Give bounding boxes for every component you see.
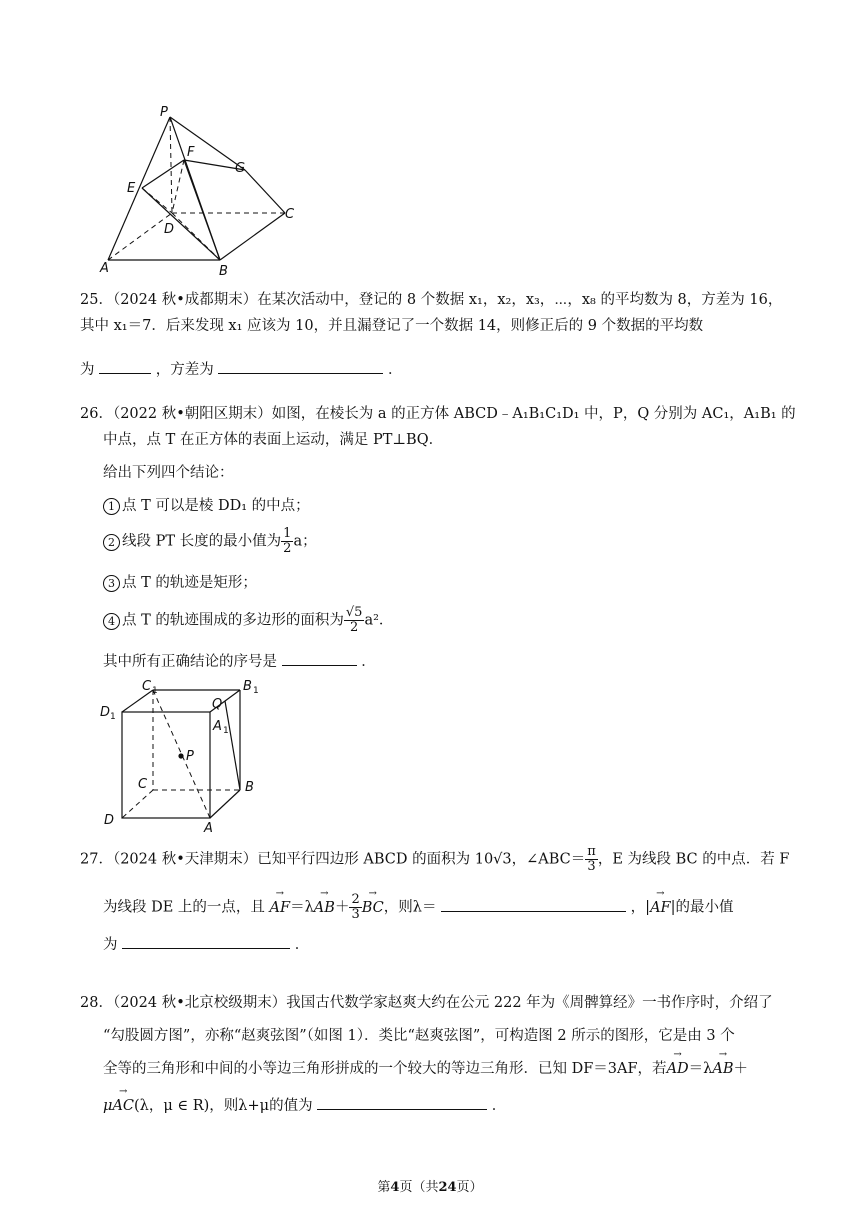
q28-line3: 全等的三角形和中间的小等边三角形拼成的一个较大的等边三角形．已知 DF＝3AF，若→ AD＝λ→ AB＋ — [103, 1057, 748, 1078]
total-pages: 24 — [438, 1180, 457, 1195]
q26-conclusion-2: 2 线段 PT 长度的最小值为 $\frac{1}{2}$ a； — [103, 527, 317, 556]
label-e: E — [127, 181, 136, 196]
pyramid-figure — [95, 100, 315, 280]
cube-figure — [98, 678, 268, 836]
label-b: B — [245, 780, 254, 795]
page-footer: 第4页（共24页） — [377, 1180, 483, 1195]
q26-ask: 其中所有正确结论的序号是 ． — [103, 650, 376, 671]
q25-line1: 25．（2024 秋•成都期末）在某次活动中，登记的 8 个数据 x₁，x₂，x₃，⋯，x₈ 的平均数为 8，方差为 16， — [80, 292, 783, 308]
q26-conclusion-4: 4 点 T 的轨迹围成的多边形的面积为 $\frac{√5}{2}$ a²． — [103, 606, 393, 635]
label-d1: D — [100, 705, 111, 720]
answer-blank-min-af[interactable] — [122, 934, 290, 949]
answer-blank-lambda[interactable] — [441, 897, 626, 912]
q28-line2: “勾股圆方图”，亦称“赵爽弦图”（如图 1）．类比“赵爽弦图”，可构造图 2 所示的图形，它是由 3 个 — [103, 1028, 735, 1044]
label-p: P — [186, 749, 194, 764]
label-b: B — [219, 264, 228, 279]
svg-text:1: 1 — [223, 726, 229, 736]
label-c: C — [138, 777, 148, 792]
label-g: G — [235, 161, 246, 176]
q26-line1: 26．（2022 秋•朝阳区期末）如图，在棱长为 a 的正方体 ABCD﹣A₁B₁C₁D₁ 中，P，Q 分别为 AC₁，A₁B₁ 的 — [80, 406, 796, 422]
q27-line3: 为 ． — [103, 933, 309, 954]
q25-line3: 为 ，方差为 ． — [80, 358, 402, 379]
label-p: P — [160, 105, 168, 120]
q25-line2: 其中 x₁＝7．后来发现 x₁ 应该为 10，并且漏登记了一个数据 14，则修正后的 9 个数据的平均数 — [80, 318, 704, 334]
label-d: D — [104, 813, 115, 828]
label-c1: C — [142, 679, 152, 694]
label-a1: A — [213, 719, 222, 734]
q28-line4: μ→ AC(λ，μ ∈ R)，则λ+μ的值为 ． — [103, 1094, 506, 1115]
q28-line1: 28．（2024 秋•北京校级期末）我国古代数学家赵爽大约在公元 222 年为《周髀算经》一书作序时，介绍了 — [80, 995, 773, 1011]
svg-text:1: 1 — [152, 686, 158, 696]
answer-blank-lambda-mu[interactable] — [317, 1095, 487, 1110]
current-page: 4 — [390, 1180, 400, 1195]
label-a: A — [204, 821, 213, 836]
q26-conclusion-1: 1 点 T 可以是棱 DD₁ 的中点； — [103, 494, 310, 515]
label-f: F — [187, 145, 195, 160]
q27-line2: 为线段 DE 上的一点，且 → AF＝λ→ AB＋ $\frac{2}{3}$ → BC，则λ＝ ，|→ AF|的最小值 — [103, 893, 734, 922]
label-b1: B — [243, 679, 252, 694]
q26-intro: 给出下列四个结论： — [103, 465, 234, 481]
label-c: C — [285, 207, 295, 222]
q26-line2: 中点，点 T 在正方体的表面上运动，满足 PT⊥BQ． — [103, 432, 444, 448]
label-a: A — [100, 261, 109, 276]
label-q: Q — [212, 697, 223, 712]
svg-text:1: 1 — [253, 686, 259, 696]
q26-conclusion-3: 3 点 T 的轨迹是矩形； — [103, 571, 257, 592]
svg-text:1: 1 — [110, 712, 116, 722]
q27-line1: 27．（2024 秋•天津期末）已知平行四边形 ABCD 的面积为 10√3，∠ABC＝ $\frac{\pi}{3}$ ，E 为线段 BC 的中点．若 F — [80, 844, 790, 874]
answer-blank-mean[interactable] — [99, 359, 151, 374]
answer-blank-variance[interactable] — [218, 359, 383, 374]
label-d: D — [164, 222, 175, 237]
answer-blank-q26[interactable] — [282, 651, 357, 666]
